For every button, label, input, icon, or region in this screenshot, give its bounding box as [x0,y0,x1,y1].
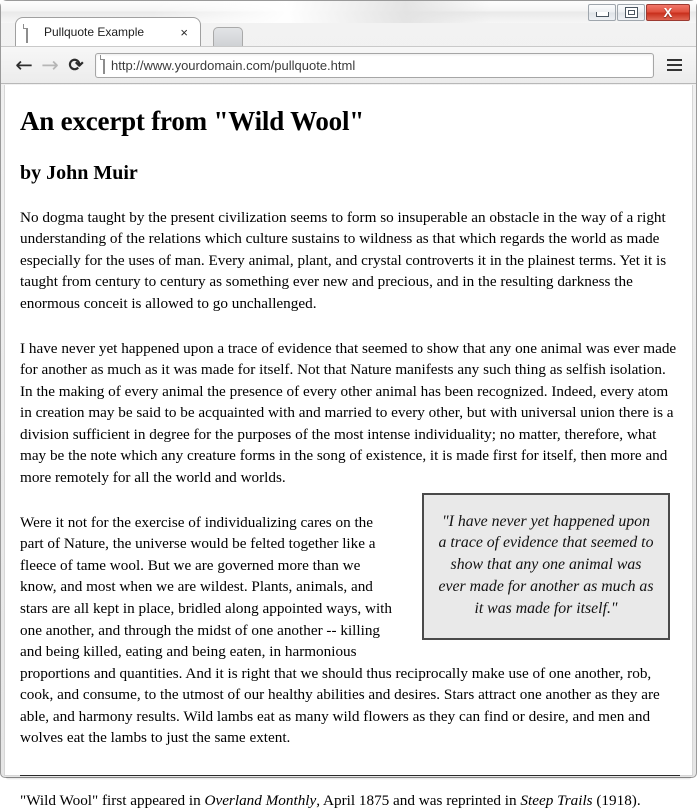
tab-strip [1,17,696,46]
page-viewport [4,85,693,809]
footer-text-part-2: , April 1875 and was reprinted in [316,791,521,809]
window-drop-shadow [6,777,691,780]
pullquote-box: "I have never yet happened upon a trace of evidence that seemed to show that any one animal was ever made for another as much as it was made for itself." [422,493,670,640]
paragraph-1: No dogma taught by the present civilization seems to form so insuperable an obstacle in the way of a right understanding of the relations which culture sustains to wildness as that which regards the world as made especially for the uses of man. Every animal, plant, and crystal controverts it in the plainest terms. Yet it is taught from century to century as something ever new and precious, and in the resulting darkness the enormous conceit is allowed to go unchallenged. [20,208,667,312]
page-title: An excerpt from "Wild Wool" [20,106,365,136]
footer-text-part-1: "Wild Wool" first appeared in [20,791,205,809]
footer-text-part-3: (1918). [592,791,641,809]
document-content [5,85,692,812]
footer-italic-steep-trails: Steep Trails [520,791,593,809]
hamburger-menu-icon[interactable] [660,52,688,78]
close-tab-icon[interactable]: × [180,24,188,40]
address-bar-url[interactable]: http://www.yourdomain.com/pullquote.html [111,57,356,73]
browser-toolbar [1,46,696,84]
reload-icon[interactable]: ⟳ [68,55,84,75]
paragraph-3: Were it not for the exercise of individualizing cares on the part of Nature, the universe would be felted together like a fleece of tame wool. But we are governed more than we know, and most when we are wildest. Plants, animals, and stars are all kept in place, bridled along appointed ways, with one another, and through the midst of one another -- killing and being killed, eating and being eaten, in harmonious proportions and quantities. And it is right that we should thus reciprocally make use of one another, rob, cook, and consume, to the utmost of our healthy abilities and desires. Stars attract one another as they are able, and harmony results. Wild lambs eat as many wild flowers as they can find or desire, and men and wolves eat the lambs to just the same extent. [20,513,660,747]
close-icon: X [663,5,673,20]
address-bar[interactable] [95,53,654,78]
forward-icon[interactable]: → [41,52,59,77]
author-byline: by John Muir [20,161,138,184]
publication-note [20,790,680,812]
tab-favicon-page-icon [26,25,37,39]
tab-pullquote-example[interactable] [15,17,201,46]
tab-title: Pullquote Example [44,25,145,39]
address-bar-page-icon [103,56,105,74]
footer-italic-overland-monthly: Overland Monthly [204,791,317,809]
back-icon[interactable]: ← [15,52,33,77]
horizontal-divider [20,775,680,776]
paragraph-2: I have never yet happened upon a trace of evidence that seemed to show that any one animal was ever made for another as much as it was made for itself. Not that Nature manifests any such thing as selfish isolation. In the making of every animal the presence of every other animal has been recognized. Indeed, every atom in creation may be said to be acquainted with and married to every other, but with universal union there is a division sufficient in degree for the purposes of the most intense individuality; no matter, therefore, what may be the note which any creature forms in the song of existence, it is made first for itself, then more and more remotely for all the world and worlds. [20,339,677,487]
new-tab-button[interactable] [213,27,243,46]
